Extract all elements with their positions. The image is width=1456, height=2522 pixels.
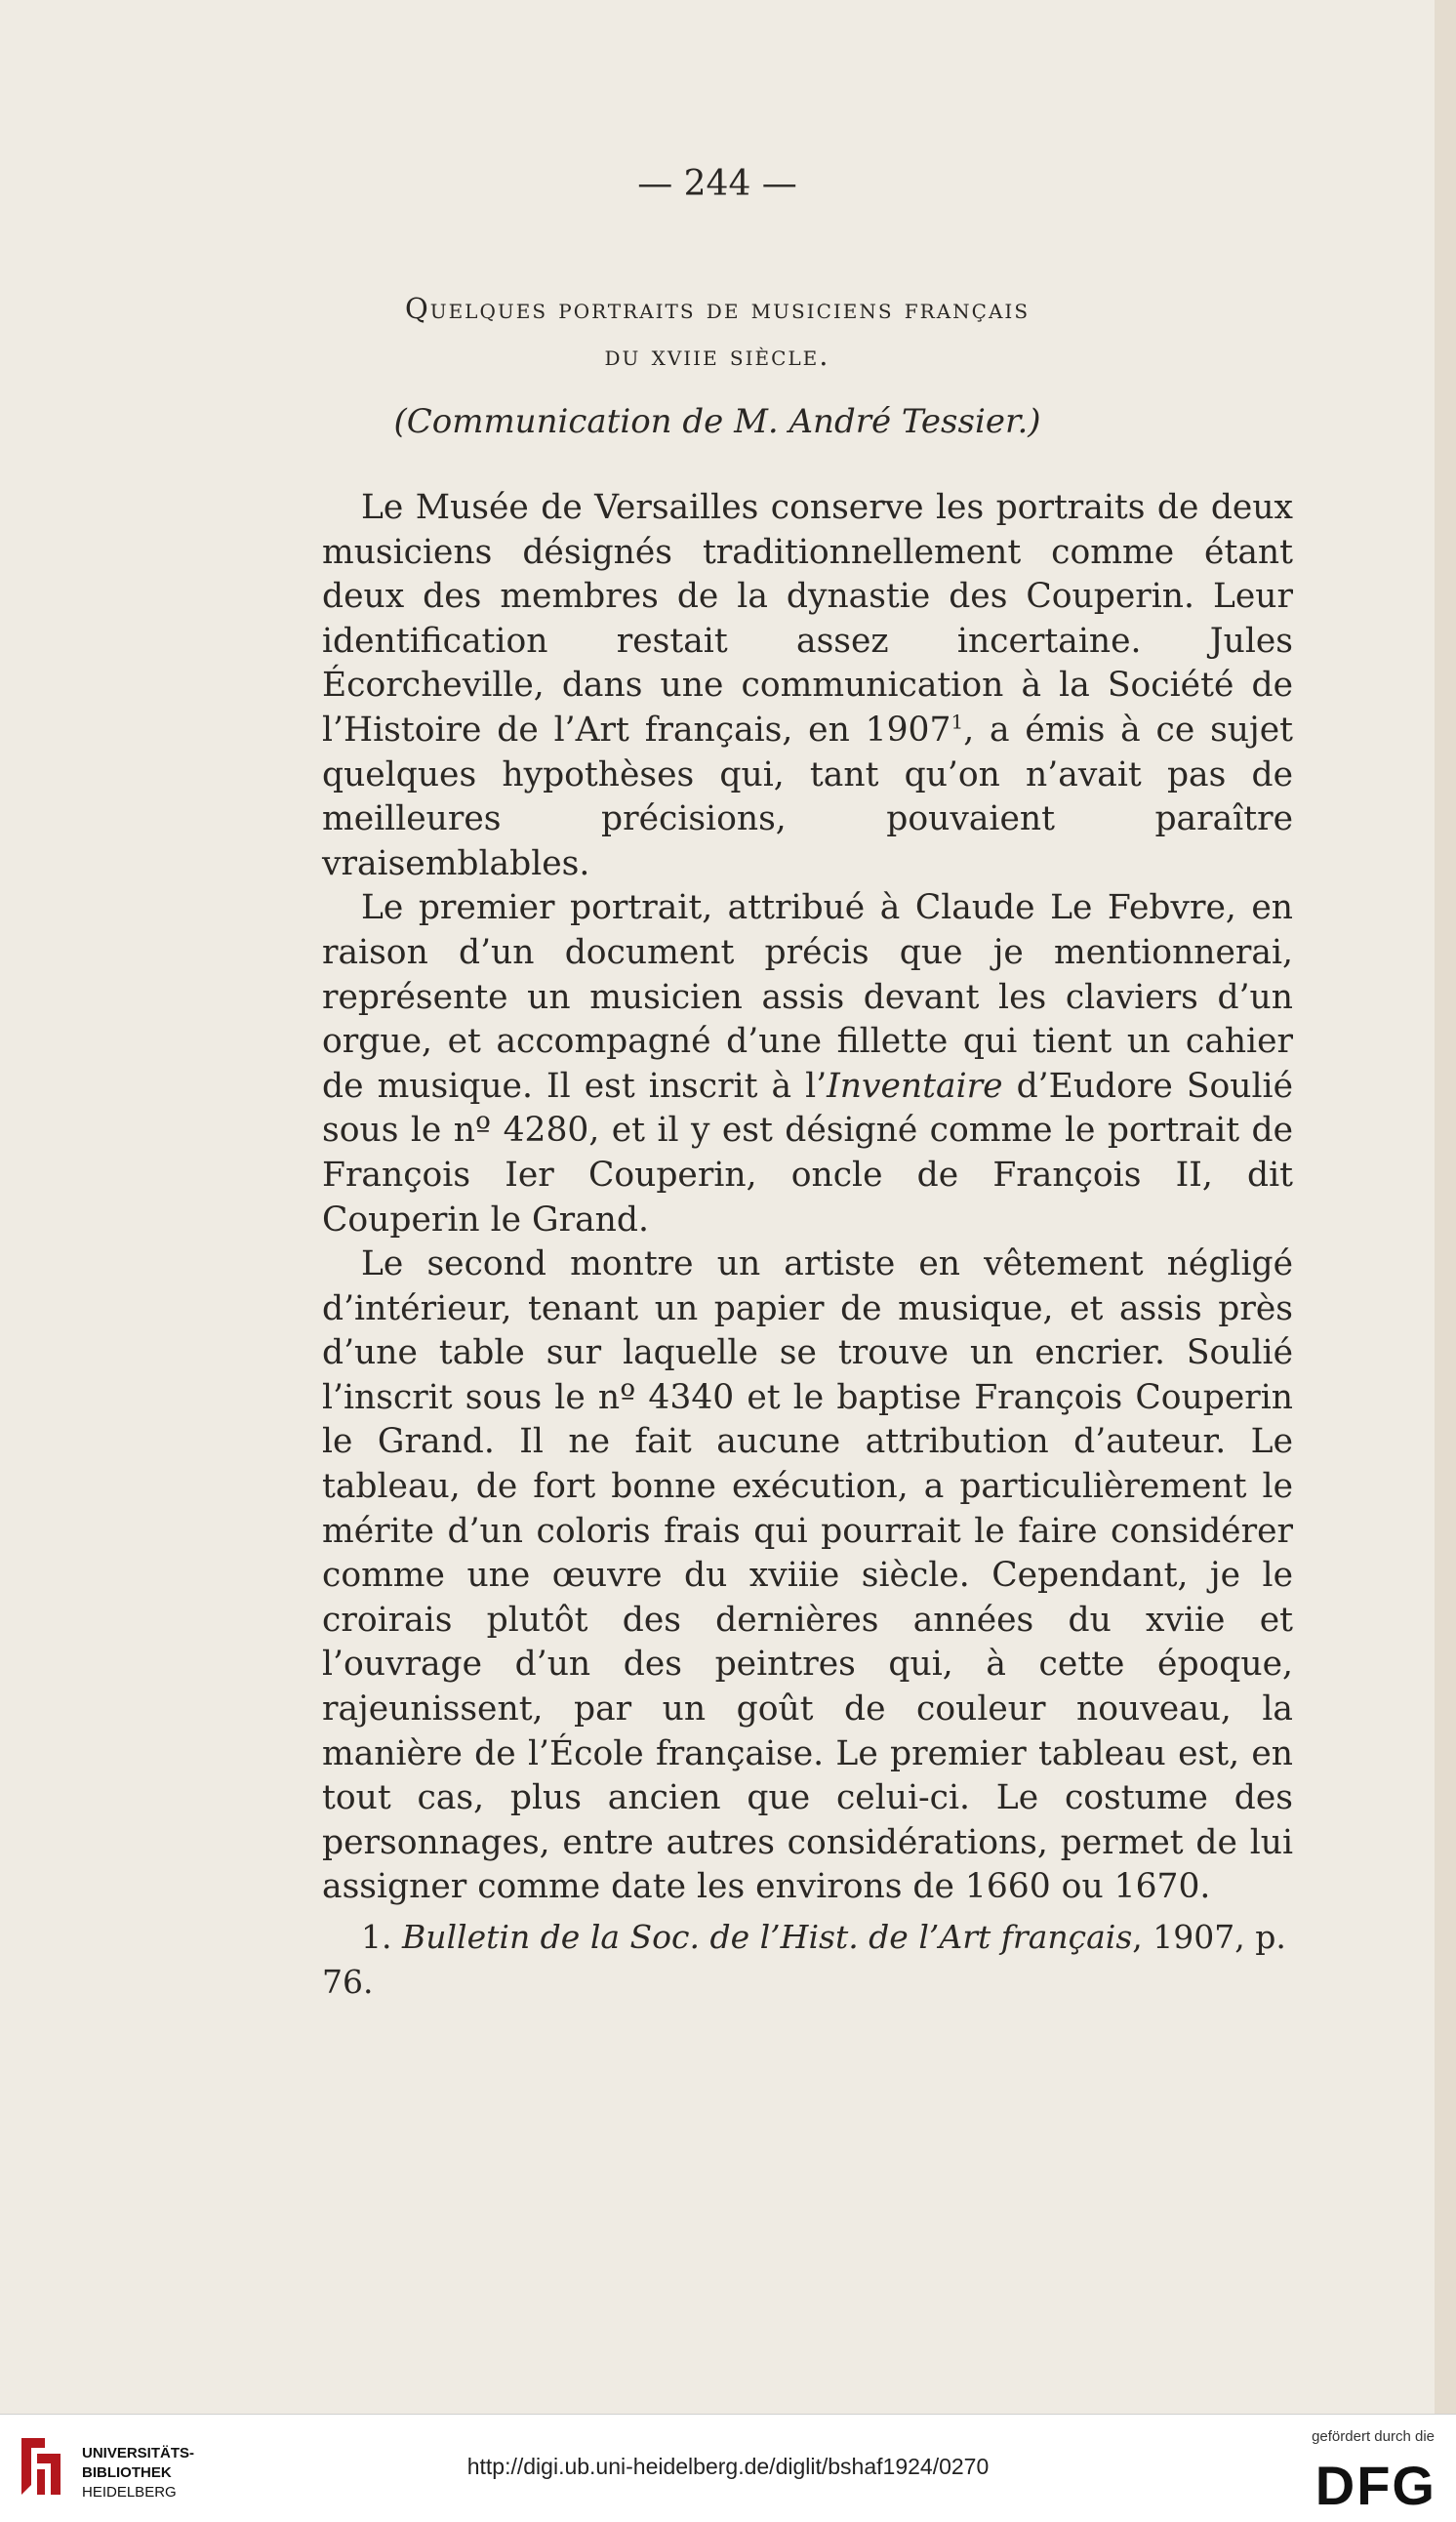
- logo-line-3: HEIDELBERG: [82, 2484, 177, 2501]
- communication-byline: (Communication de M. André Tessier.): [393, 402, 1041, 441]
- paragraph-1-text-b: , a émis à ce sujet quelques hypothèses qui, tant qu’on n’avait pas de meilleures précisions, pouvaient paraître vraisemblables.: [322, 710, 1293, 883]
- paragraph-2: [322, 886, 1293, 1242]
- heading-line-1: Quelques portraits de musiciens français: [404, 292, 1031, 325]
- page-number: — 244 —: [637, 164, 797, 204]
- funded-by-label: gefördert durch die: [1312, 2428, 1435, 2445]
- paragraph-1-text-a: Le Musée de Versailles conserve les portraits de deux musiciens désignés traditionnellement comme étant deux des membres de la dynastie des Couperin. Leur identification restait assez incertaine. Jules Écorcheville, dans une communication à la Société de l’Histoire de l’Art français, en 1907: [322, 488, 1293, 750]
- dfg-logo[interactable]: DFG: [1314, 2455, 1436, 2516]
- article-heading: [0, 285, 1435, 379]
- heading-line-2: du xviie siècle.: [604, 339, 830, 372]
- page-edge: [1435, 0, 1456, 2414]
- footnote-ref: 1: [950, 710, 964, 734]
- footnote-number: 1.: [361, 1918, 402, 1956]
- logo-line-2: BIBLIOTHEK: [82, 2464, 172, 2481]
- logo-line-1: UNIVERSITÄTS-: [82, 2445, 195, 2461]
- footnote-title: Bulletin de la Soc. de l’Hist. de l’Art français: [401, 1918, 1133, 1956]
- paragraph-2-text-b: d’Eudore Soulié sous le nº 4280, et il y est désigné comme le portrait de François Ier Couperin, oncle de François II, dit Couperin le Grand.: [322, 1066, 1293, 1240]
- footnote: [322, 1915, 1293, 2005]
- viewer-footer: [0, 2414, 1456, 2522]
- paragraph-3: Le second montre un artiste en vêtement négligé d’intérieur, tenant un papier de musique, et assis près d’une table sur laquelle se trouve un encrier. Soulié l’inscrit sous le nº 4340 et le baptise François Couperin le Grand. Il ne fait aucune attribution d’auteur. Le tableau, de fort bonne exécution, a particulièrement le mérite d’un coloris frais qui pourrait le faire considérer comme une œuvre du xviiie siècle. Cependant, je le croirais plutôt des dernières années du xviie et l’ouvrage d’un des peintres qui, à cette époque, rajeunissent, par un goût de couleur nouveau, la manière de l’École française. Le premier tableau est, en tout cas, plus ancien que celui-ci. Le costume des personnages, entre autres considérations, permet de lui assigner comme date les environs de 1660 ou 1670.: [322, 1244, 1293, 1907]
- footnote-rest: , 1907, p. 76.: [322, 1918, 1286, 2001]
- paragraph-1: [322, 486, 1293, 886]
- paragraph-2-text-a: Le premier portrait, attribué à Claude Le Febvre, en raison d’un document précis que je mentionnerai, représente un musicien assis devant les claviers d’un orgue, et accompagné d’une fillette qui tient un cahier de musique. Il est inscrit à l’: [322, 888, 1293, 1106]
- inventaire-title: Inventaire: [827, 1066, 1003, 1106]
- body-text: [322, 486, 1293, 1910]
- permalink-url[interactable]: http://digi.ub.uni-heidelberg.de/diglit/bshaf1924/0270: [466, 2454, 990, 2479]
